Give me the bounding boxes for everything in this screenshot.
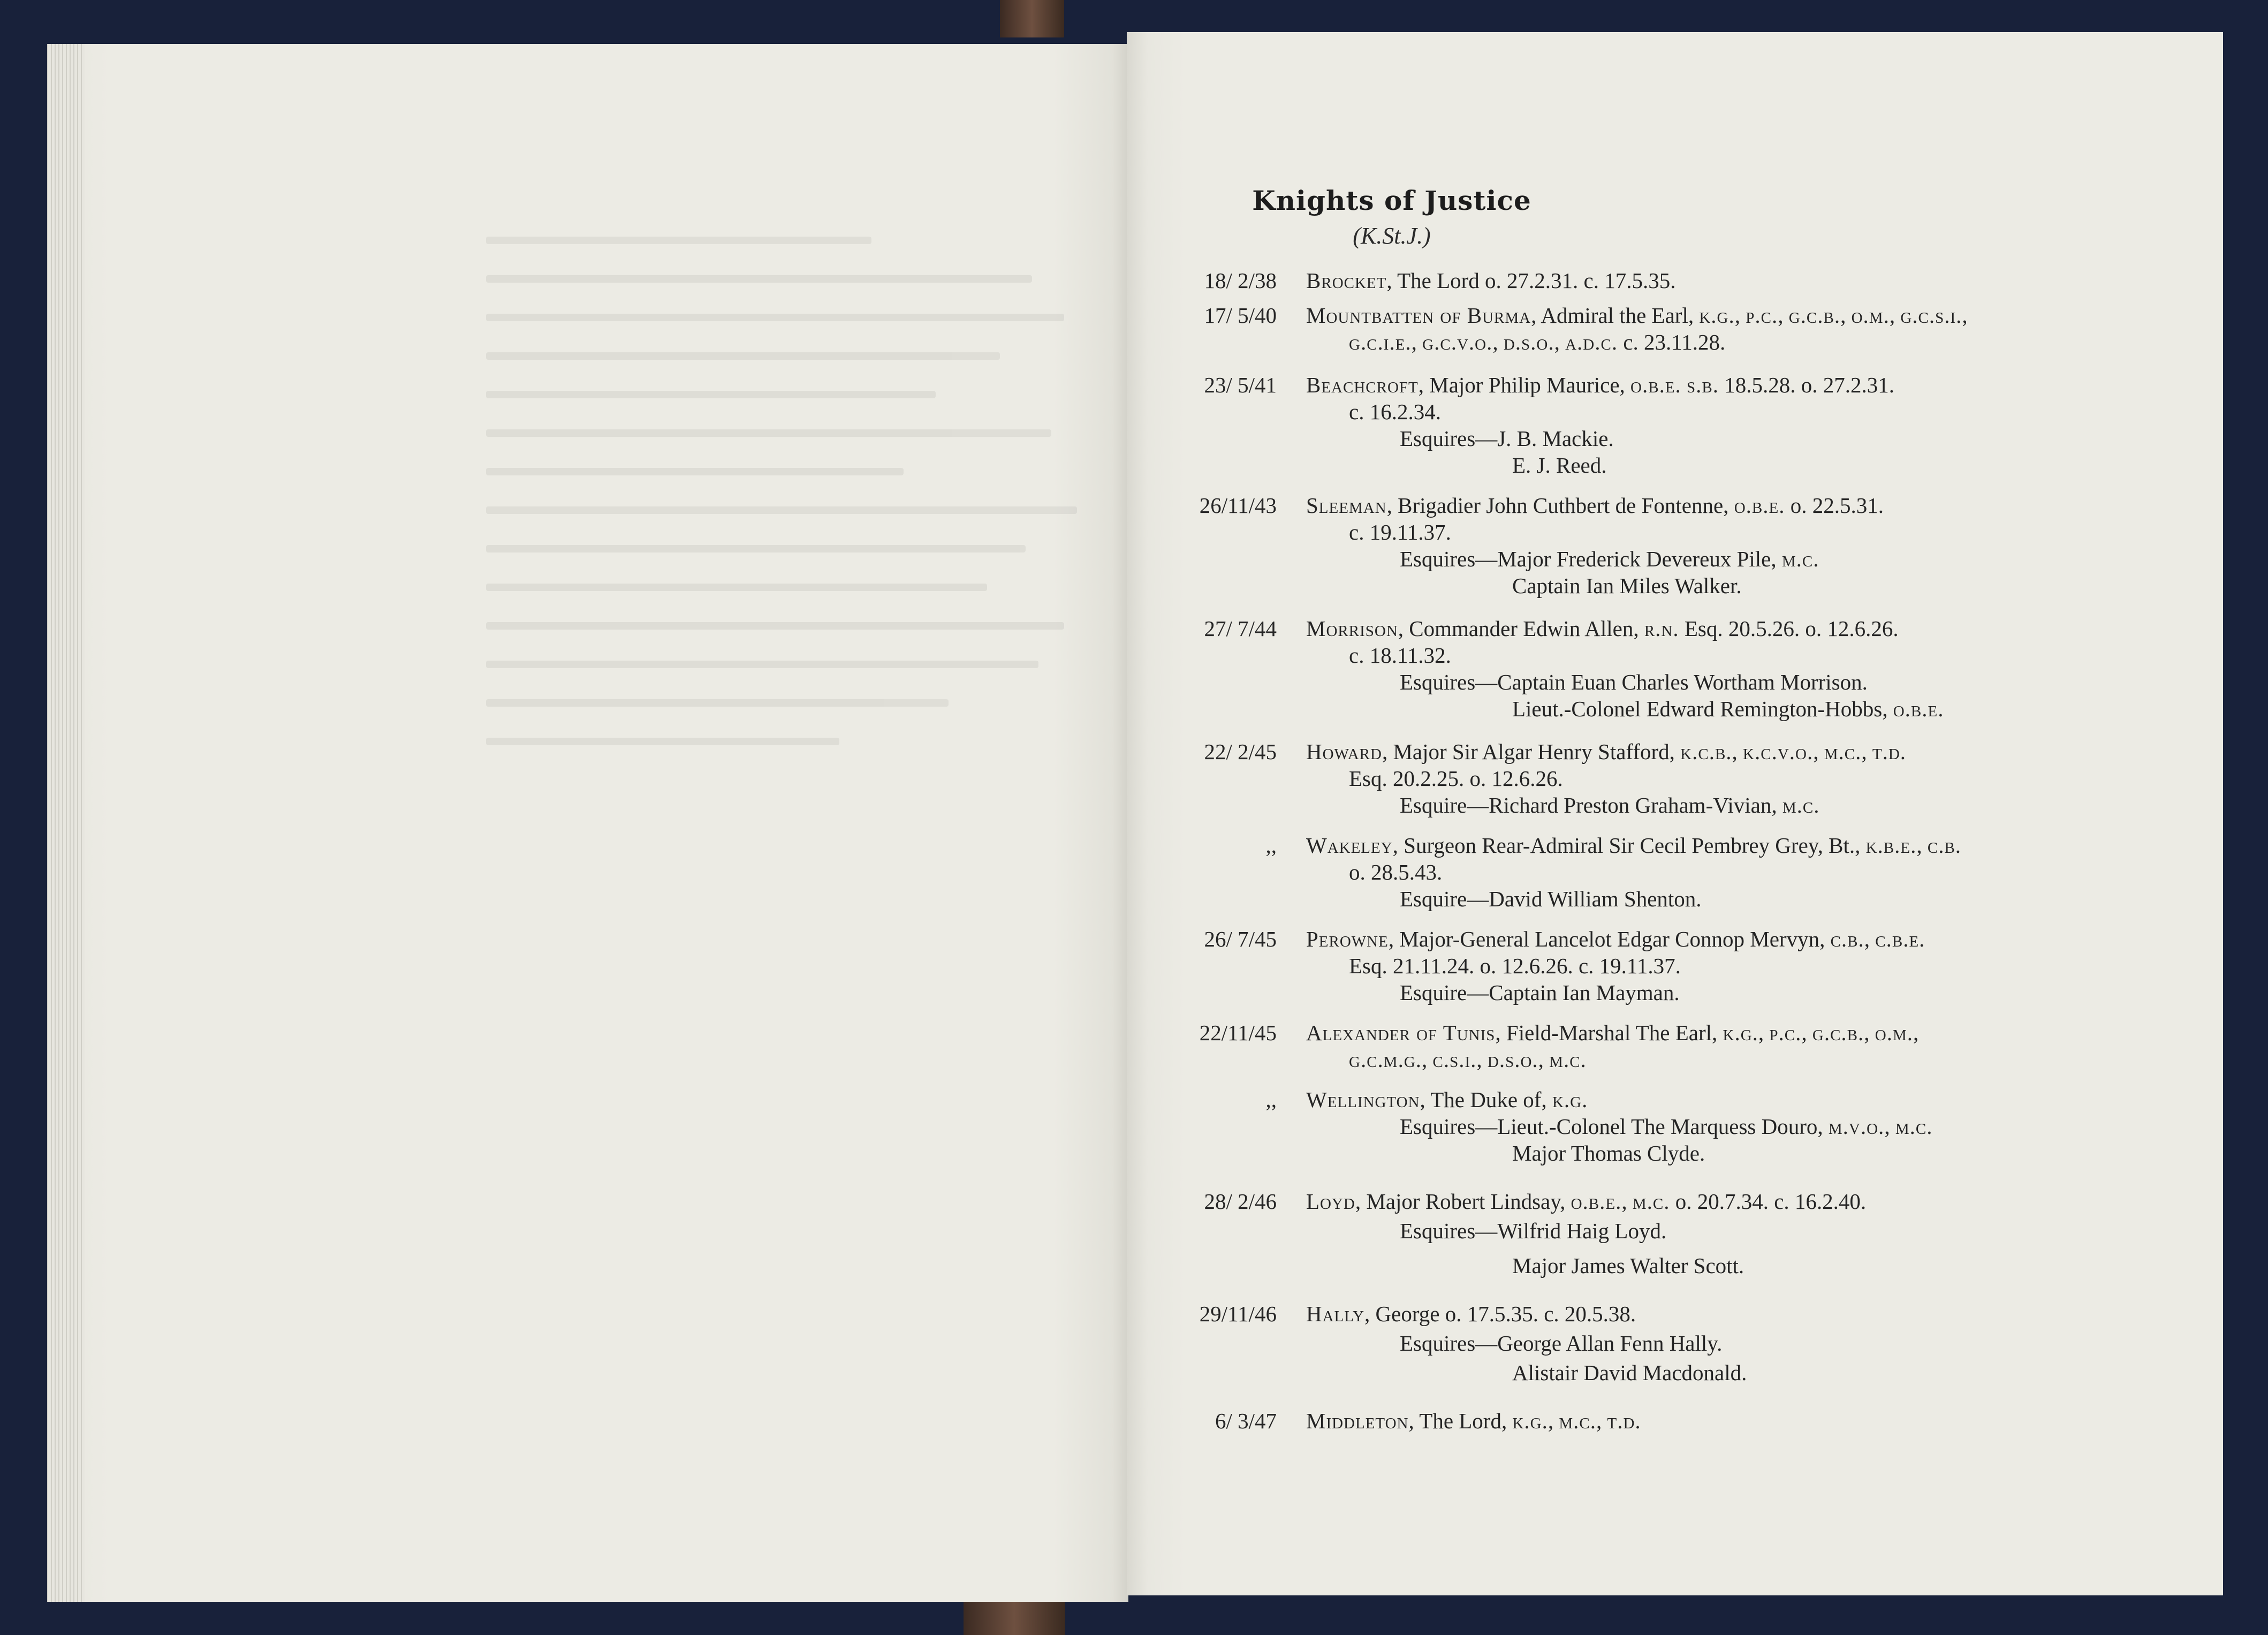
entry-date: ,, (1265, 1087, 1277, 1112)
entry-date: 29/11/46 (1199, 1301, 1277, 1326)
spine-top (1000, 0, 1064, 37)
entry-line: Perowne, Major-General Lancelot Edgar Connop Mervyn, c.b., c.b.e. (1306, 927, 1925, 951)
entry-line: Esquires—Major Frederick Devereux Pile, m.c. (1400, 547, 1819, 571)
entry-line: g.c.m.g., c.s.i., d.s.o., m.c. (1349, 1047, 1587, 1072)
entry-line: Hally, George o. 17.5.35. c. 20.5.38. (1306, 1301, 1636, 1326)
entry-line: Sleeman, Brigadier John Cuthbert de Fontenne, o.b.e. o. 22.5.31. (1306, 493, 1884, 518)
entry-line: Captain Ian Miles Walker. (1512, 573, 1742, 598)
entry-date: 22/11/45 (1199, 1020, 1277, 1045)
page-title: Knights of Justice (1252, 185, 1531, 216)
entry-line: c. 19.11.37. (1349, 520, 1451, 544)
entry-line: o. 28.5.43. (1349, 860, 1443, 884)
entry-line: Esquires—Wilfrid Haig Loyd. (1400, 1218, 1667, 1243)
entry-date: 28/ 2/46 (1204, 1189, 1277, 1214)
entry-line: Esquires—Lieut.-Colonel The Marquess Douro, m.v.o., m.c. (1400, 1114, 1933, 1139)
entry-line: Esquires—George Allan Fenn Hally. (1400, 1331, 1723, 1356)
entry-line: Major James Walter Scott. (1512, 1253, 1744, 1278)
entry-line: E. J. Reed. (1512, 453, 1607, 478)
entry-line: Wellington, The Duke of, k.g. (1306, 1087, 1588, 1112)
entry-line: Brocket, The Lord o. 27.2.31. c. 17.5.35. (1306, 268, 1676, 293)
entry-line: c. 18.11.32. (1349, 643, 1451, 668)
entry-line: Alistair David Macdonald. (1512, 1360, 1747, 1385)
entry-line: Lieut.-Colonel Edward Remington-Hobbs, o.b.e. (1512, 697, 1944, 721)
entry-line: Esquire—Captain Ian Mayman. (1400, 980, 1680, 1005)
entry-line: Esq. 20.2.25. o. 12.6.26. (1349, 766, 1563, 791)
entry-date: 6/ 3/47 (1215, 1409, 1277, 1433)
entry-line: Howard, Major Sir Algar Henry Stafford, k.c.b., k.c.v.o., m.c., t.d. (1306, 739, 1907, 764)
left-page-edges (47, 44, 85, 1602)
entry-line: Esq. 21.11.24. o. 12.6.26. c. 19.11.37. (1349, 953, 1681, 978)
entry-line: Major Thomas Clyde. (1512, 1141, 1705, 1165)
entry-date: 26/11/43 (1199, 493, 1277, 518)
entry-line: Esquires—Captain Euan Charles Wortham Morrison. (1400, 670, 1868, 694)
page-subtitle: (K.St.J.) (1353, 223, 1431, 249)
entry-line: Morrison, Commander Edwin Allen, r.n. Esq. 20.5.26. o. 12.6.26. (1306, 616, 1899, 641)
left-page-show-through (486, 237, 1128, 906)
entry-line: Esquires—J. B. Mackie. (1400, 426, 1614, 451)
entry-line: Beachcroft, Major Philip Maurice, o.b.e. s.b. 18.5.28. o. 27.2.31. (1306, 373, 1895, 397)
entry-line: g.c.i.e., g.c.v.o., d.s.o., a.d.c. c. 23.11.28. (1349, 330, 1726, 354)
entry-line: Mountbatten of Burma, Admiral the Earl, k.g., p.c., g.c.b., o.m., g.c.s.i., (1306, 303, 1968, 328)
entry-line: Esquire—David William Shenton. (1400, 887, 1702, 911)
spine-bottom (964, 1601, 1065, 1635)
entry-date: 23/ 5/41 (1204, 373, 1277, 397)
entry-line: Esquire—Richard Preston Graham-Vivian, m.c. (1400, 793, 1820, 818)
entry-line: Middleton, The Lord, k.g., m.c., t.d. (1306, 1409, 1641, 1433)
entry-date: ,, (1265, 833, 1277, 858)
entry-line: Wakeley, Surgeon Rear-Admiral Sir Cecil Pembrey Grey, Bt., k.b.e., c.b. (1306, 833, 1962, 858)
entry-date: 26/ 7/45 (1204, 927, 1277, 951)
left-page (47, 44, 1128, 1602)
entry-line: Alexander of Tunis, Field-Marshal The Earl, k.g., p.c., g.c.b., o.m., (1306, 1020, 1919, 1045)
entry-date: 22/ 2/45 (1204, 739, 1277, 764)
entry-line: c. 16.2.34. (1349, 399, 1441, 424)
entry-date: 18/ 2/38 (1204, 268, 1277, 293)
entry-date: 27/ 7/44 (1204, 616, 1277, 641)
entry-date: 17/ 5/40 (1204, 303, 1277, 328)
entry-line: Loyd, Major Robert Lindsay, o.b.e., m.c. o. 20.7.34. c. 16.2.40. (1306, 1189, 1867, 1214)
